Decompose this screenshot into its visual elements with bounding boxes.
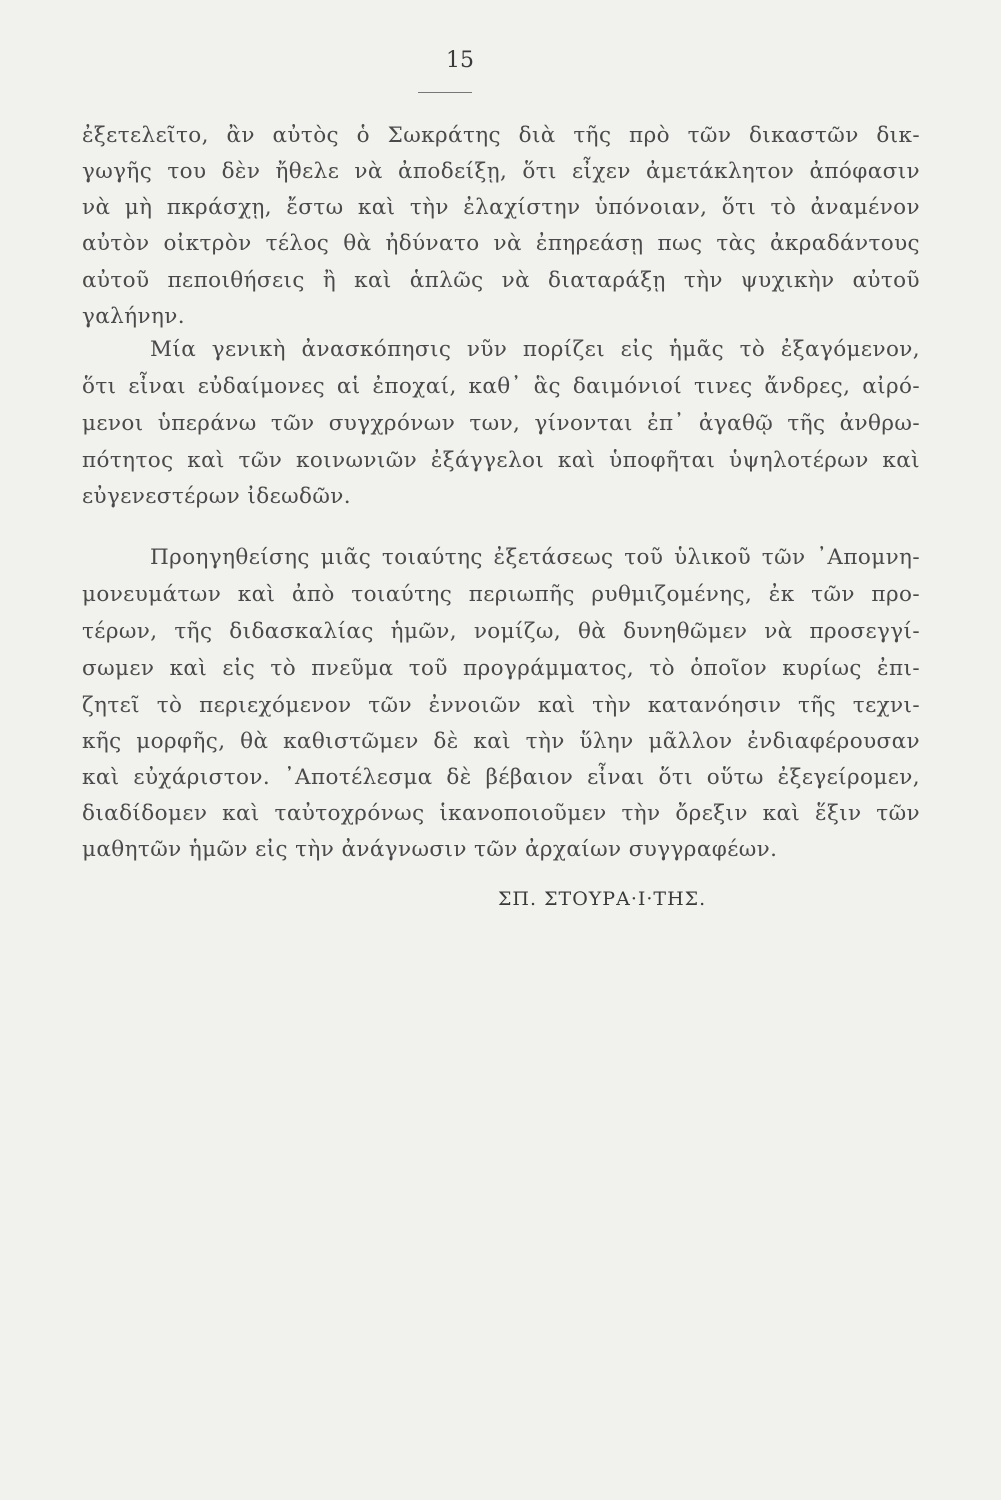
- paragraph-3-line-3: τέρων, τῆς διδασκαλίας ἡμῶν, νομίζω, θὰ δυνηθῶμεν νὰ προσεγγί-: [82, 619, 920, 644]
- paragraph-3-line-9: μαθητῶν ἡμῶν εἰς τὴν ἀνάγνωσιν τῶν ἀρχαίων συγγραφέων.: [82, 837, 778, 862]
- page-number: 15: [446, 48, 474, 73]
- paragraph-3-line-7: καὶ εὐχάριστον. ᾿Αποτέλεσμα δὲ βέβαιον εἶναι ὅτι οὕτω ἐξεγείρομεν,: [82, 765, 920, 790]
- paragraph-2-line-2: ὅτι εἶναι εὐδαίμονες αἱ ἐποχαί, καθ᾽ ἃς δαιμόνιοί τινες ἄνδρες, αἰρό-: [82, 374, 920, 399]
- paragraph-1-line-2: γωγῆς του δὲν ἤθελε νὰ ἀποδείξῃ, ὅτι εἶχεν ἀμετάκλητον ἀπόφασιν: [82, 159, 920, 184]
- paragraph-1-line-6: γαλήνην.: [82, 304, 185, 329]
- paragraph-2-line-5: εὐγενεστέρων ἰδεωδῶν.: [82, 484, 352, 509]
- author-signature: ΣΠ. ΣΤΟΥΡΑ·Ι·ΤΗΣ.: [498, 888, 707, 910]
- paragraph-1-line-5: αὐτοῦ πεποιθήσεις ἢ καὶ ἁπλῶς νὰ διαταράξῃ τὴν ψυχικὴν αὐτοῦ: [82, 268, 920, 293]
- paragraph-1-line-1: ἐξετελεῖτο, ἂν αὐτὸς ὁ Σωκράτης διὰ τῆς πρὸ τῶν δικαστῶν δικ-: [82, 123, 920, 148]
- paragraph-3-line-6: κῆς μορφῆς, θὰ καθιστῶμεν δὲ καὶ τὴν ὕλην μᾶλλον ἐνδιαφέρουσαν: [82, 729, 920, 754]
- paragraph-2-line-1: Μία γενικὴ ἀνασκόπησις νῦν πορίζει εἰς ἡμᾶς τὸ ἐξαγόμενον,: [150, 337, 920, 362]
- paragraph-3-line-2: μονευμάτων καὶ ἀπὸ τοιαύτης περιωπῆς ρυθμιζομένης, ἐκ τῶν προ-: [82, 582, 920, 607]
- page-number-rule: [418, 92, 472, 93]
- paragraph-3-line-1: Προηγηθείσης μιᾶς τοιαύτης ἐξετάσεως τοῦ ὑλικοῦ τῶν ᾿Απομνη-: [150, 545, 920, 570]
- paragraph-3-line-4: σωμεν καὶ εἰς τὸ πνεῦμα τοῦ προγράμματος, τὸ ὁποῖον κυρίως ἐπι-: [82, 656, 920, 681]
- paragraph-2-line-4: πότητος καὶ τῶν κοινωνιῶν ἐξάγγελοι καὶ ὑποφῆται ὑψηλοτέρων καὶ: [82, 448, 920, 473]
- paragraph-1-line-4: αὐτὸν οἰκτρὸν τέλος θὰ ἠδύνατο νὰ ἐπηρεάσῃ πως τὰς ἀκραδάντους: [82, 231, 920, 256]
- paragraph-2-line-3: μενοι ὑπεράνω τῶν συγχρόνων των, γίνονται ἐπ᾽ ἀγαθῷ τῆς ἀνθρω-: [82, 411, 920, 436]
- paragraph-3-line-5: ζητεῖ τὸ περιεχόμενον τῶν ἐννοιῶν καὶ τὴν κατανόησιν τῆς τεχνι-: [82, 693, 920, 718]
- paragraph-1-line-3: νὰ μὴ πκράσχῃ, ἔστω καὶ τὴν ἐλαχίστην ὑπόνοιαν, ὅτι τὸ ἀναμένον: [82, 195, 920, 220]
- paragraph-3-line-8: διαδίδομεν καὶ ταὐτοχρόνως ἱκανοποιοῦμεν τὴν ὄρεξιν καὶ ἕξιν τῶν: [82, 801, 920, 826]
